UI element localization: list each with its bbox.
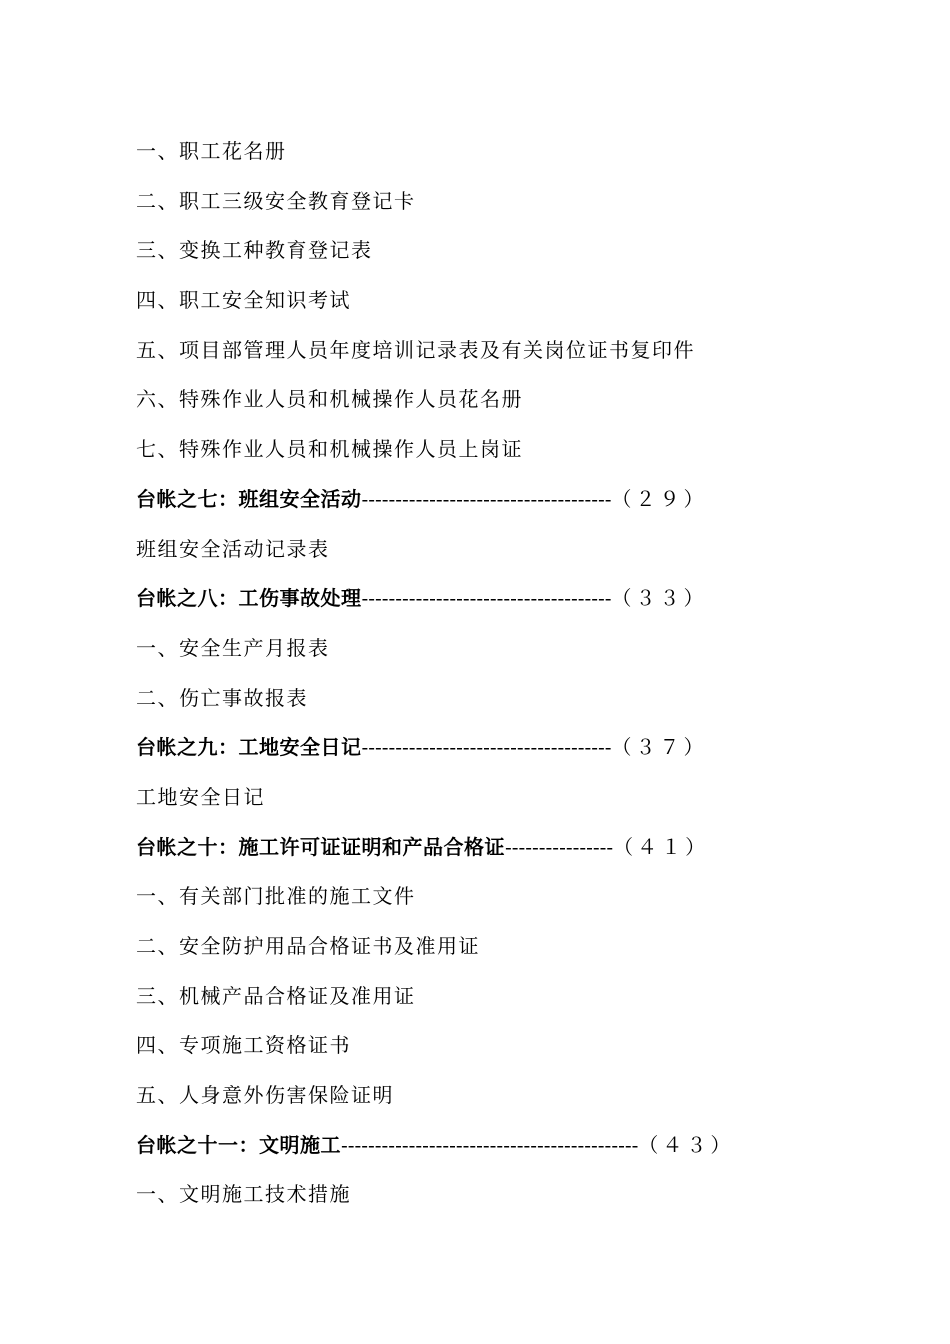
toc-item: 五、项目部管理人员年度培训记录表及有关岗位证书复印件: [136, 337, 695, 362]
section-leader: -------------------------------------: [361, 735, 612, 760]
section-leader: -------------------------------------: [361, 486, 612, 511]
section-title: 台帐之七：班组安全活动: [136, 486, 362, 511]
toc-section-heading: [136, 580, 856, 630]
toc-section-heading: [136, 829, 856, 879]
toc-item: 二、伤亡事故报表: [136, 685, 308, 710]
section-title: 台帐之九：工地安全日记: [136, 735, 362, 760]
toc-item: 五、人身意外伤害保险证明: [136, 1083, 394, 1108]
toc-section-heading: [136, 481, 856, 531]
table-of-contents: [136, 133, 856, 1226]
section-page-number: （３７）: [611, 735, 708, 760]
toc-item: 四、职工安全知识考试: [136, 288, 351, 313]
toc-item: 一、安全生产月报表: [136, 635, 330, 660]
toc-item: 班组安全活动记录表: [136, 536, 330, 561]
section-leader: -------------------------------------: [361, 586, 612, 611]
toc-item: 工地安全日记: [136, 784, 265, 809]
section-page-number: （４１）: [613, 834, 710, 859]
toc-item: 二、安全防护用品合格证书及准用证: [136, 934, 480, 958]
toc-item: 四、专项施工资格证书: [136, 1033, 351, 1058]
section-title: 台帐之十一：文明施工: [136, 1132, 341, 1157]
toc-item: 二、职工三级安全教育登记卡: [136, 188, 416, 213]
toc-item: 一、有关部门批准的施工文件: [136, 884, 416, 909]
toc-item: 七、特殊作业人员和机械操作人员上岗证: [136, 437, 523, 462]
toc-item: 三、机械产品合格证及准用证: [136, 983, 416, 1008]
toc-item: 三、变换工种教育登记表: [136, 238, 373, 263]
section-leader: ----------------: [505, 834, 614, 859]
section-title: 台帐之十：施工许可证证明和产品合格证: [136, 834, 505, 859]
section-page-number: （４３）: [638, 1132, 735, 1157]
toc-item: 一、职工花名册: [136, 139, 287, 163]
section-leader: --------------------------------------------: [341, 1132, 639, 1157]
section-page-number: （２９）: [611, 486, 708, 511]
toc-item: 六、特殊作业人员和机械操作人员花名册: [136, 387, 523, 412]
toc-item: 一、文明施工技术措施: [136, 1182, 351, 1207]
toc-section-heading: [136, 729, 856, 779]
toc-section-heading: [136, 1127, 856, 1177]
section-page-number: （３３）: [611, 586, 708, 611]
section-title: 台帐之八：工伤事故处理: [136, 586, 362, 611]
